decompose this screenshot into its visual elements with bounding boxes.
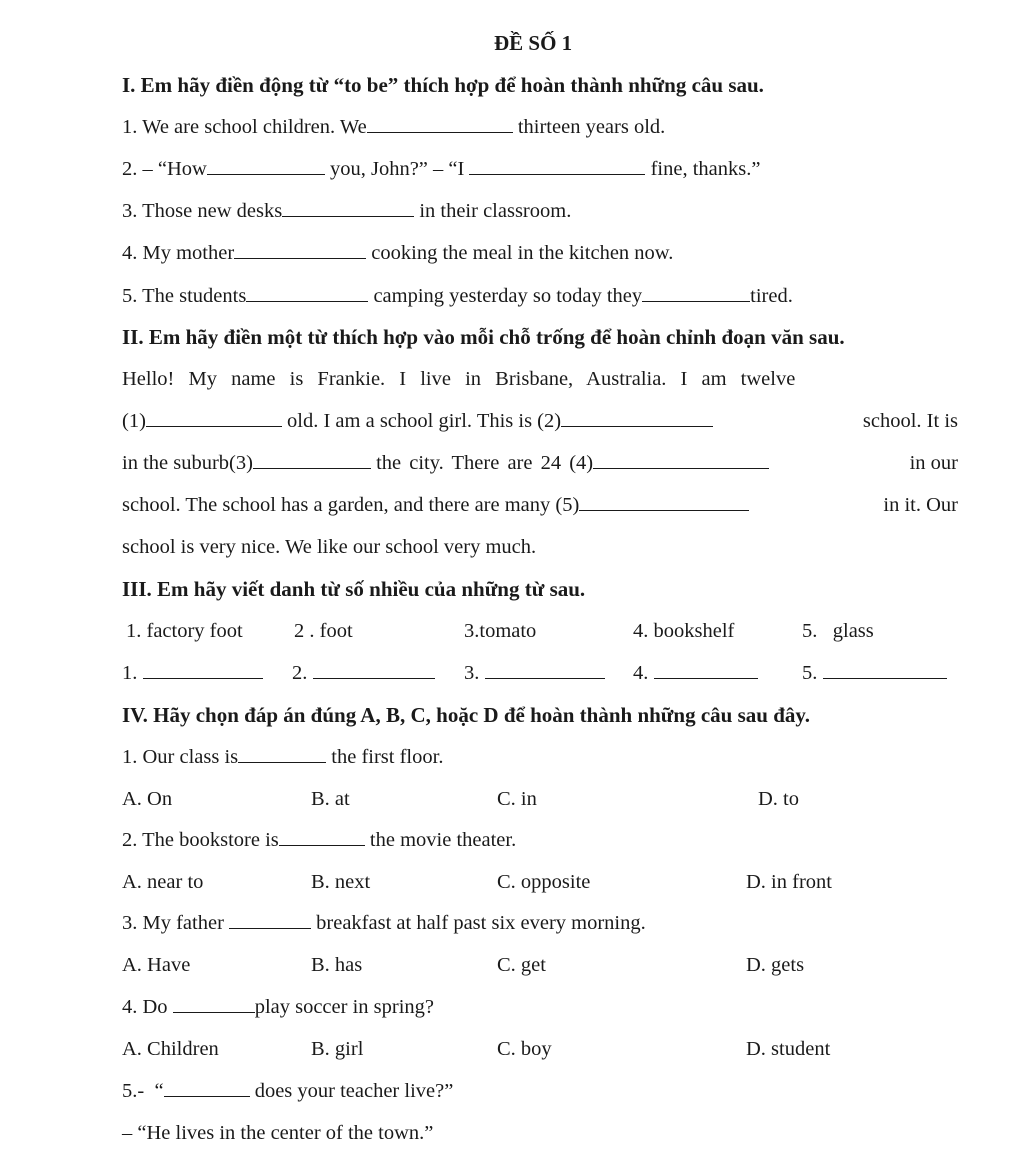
s2-blank-3[interactable] [253,451,371,469]
s2-l3-text-a: in the suburb(3) [122,452,253,474]
s4-q3-text-a: 3. My father [122,912,224,934]
s4-q2-option-a[interactable]: A. near to [122,871,204,893]
s2-l3-text-b: the city. There are 24 (4) [376,452,594,474]
s1-q2-text-b: you, John?” – “I [329,158,465,180]
s2-blank-2[interactable] [561,409,713,427]
s2-line-5: school is very nice. We like our school very much. [122,536,537,558]
s4-q3-option-b[interactable]: B. has [311,954,363,976]
s4-question-5 [122,1078,453,1104]
s4-q2-option-b[interactable]: B. next [311,871,371,893]
s1-q2-blank-1[interactable] [207,157,325,175]
s4-q4-text-b: play soccer in spring? [254,996,435,1018]
s2-line-2 [122,408,958,434]
s4-question-3 [122,910,646,936]
s1-question-1 [122,114,665,140]
s1-q3-blank[interactable] [282,199,414,217]
page-title: ĐỀ SỐ 1 [494,31,573,55]
s3-word-4: 4. bookshelf [633,620,735,642]
s1-q1-blank[interactable] [367,115,513,133]
s3-answer-4 [633,660,758,686]
s1-q5-blank-1[interactable] [246,284,368,302]
s4-q5-blank[interactable] [164,1079,250,1097]
s4-q5-reply: – “He lives in the center of the town.” [122,1122,434,1144]
s1-q5-text-a: 5. The students [122,285,247,307]
s1-q2-text-a: 2. – “How [122,158,207,180]
s4-q1-text-b: the first floor. [331,746,444,768]
s4-q4-blank[interactable] [173,995,255,1013]
s1-q3-text-a: 3. Those new desks [122,200,283,222]
s1-q4-blank[interactable] [234,241,366,259]
s4-q2-blank[interactable] [279,828,365,846]
s3-word-1: 1. factory foot [126,620,243,642]
s2-l1-text: Hello! My name is Frankie. I live in Brisbane, Australia. I am twelve [122,368,796,390]
section-1-heading: I. Em hãy điền động từ “to be” thích hợp để hoàn thành những câu sau. [122,73,764,97]
s4-q5-text-b: does your teacher live?” [254,1080,454,1102]
s1-q3-text-b: in their classroom. [419,200,572,222]
s4-q1-option-c[interactable]: C. in [497,788,537,810]
s3-answer-4-label: 4. [633,662,649,684]
s4-q3-text-b: breakfast at half past six every morning. [316,912,646,934]
s2-l2-text-b: old. I am a school girl. This is (2) [287,410,562,432]
s3-answer-5-blank[interactable] [823,661,947,679]
section-2-heading: II. Em hãy điền một từ thích hợp vào mỗi chỗ trống để hoàn chỉnh đoạn văn sau. [122,325,845,349]
s3-answer-1-blank[interactable] [143,661,263,679]
s2-blank-5[interactable] [579,493,749,511]
s3-word-2: 2 . foot [294,620,353,642]
section-4-heading: IV. Hãy chọn đáp án đúng A, B, C, hoặc D để hoàn thành những câu sau đây. [122,703,810,727]
s4-q4-option-a[interactable]: A. Children [122,1038,219,1060]
s4-question-4 [122,994,434,1020]
s3-answer-3 [464,660,605,686]
s4-q3-option-a[interactable]: A. Have [122,954,191,976]
s3-answer-2-label: 2. [292,662,308,684]
s1-q4-text-b: cooking the meal in the kitchen now. [371,242,674,264]
s3-answer-2 [292,660,435,686]
s3-answer-3-label: 3. [464,662,480,684]
s2-line-1 [122,366,958,392]
s2-l4-text-a: school. The school has a garden, and there are many (5) [122,494,580,516]
s2-line-4 [122,492,958,518]
s1-q5-blank-2[interactable] [642,284,750,302]
s4-q1-option-a[interactable]: A. On [122,788,173,810]
s1-question-3 [122,198,571,224]
s2-blank-1[interactable] [146,409,282,427]
s2-l2-text-c: school. It is [862,410,958,432]
s2-l4-text-b: in it. Our [883,494,958,516]
section-3-heading: III. Em hãy viết danh từ số nhiều của những từ sau. [122,577,586,601]
s1-q4-text-a: 4. My mother [122,242,235,264]
s4-q1-text-a: 1. Our class is [122,746,239,768]
s3-answer-3-blank[interactable] [485,661,605,679]
s4-q4-option-c[interactable]: C. boy [497,1038,552,1060]
s1-q2-blank-2[interactable] [469,157,645,175]
s1-q1-text-a: 1. We are school children. We [122,116,367,138]
s1-q1-text-b: thirteen years old. [517,116,666,138]
s1-question-5 [122,283,793,309]
s4-question-2 [122,827,516,853]
s4-q4-text-a: 4. Do [122,996,168,1018]
s2-l3-text-c: in our [909,452,958,474]
s3-answer-5-label: 5. [802,662,818,684]
s3-word-5: 5. glass [802,620,874,642]
s4-q4-option-b[interactable]: B. girl [311,1038,364,1060]
s2-blank-4[interactable] [593,451,769,469]
s3-word-3: 3.tomato [464,620,537,642]
s3-answer-1 [122,660,263,686]
s4-q1-option-b[interactable]: B. at [311,788,350,810]
s3-answer-5 [802,660,947,686]
s3-answer-1-label: 1. [122,662,138,684]
s4-q4-option-d[interactable]: D. student [746,1038,831,1060]
s2-line-3 [122,450,958,476]
s4-q5-text-a: 5.- “ [122,1080,164,1102]
s4-q3-option-c[interactable]: C. get [497,954,546,976]
s4-q3-option-d[interactable]: D. gets [746,954,805,976]
s4-q2-option-d[interactable]: D. in front [746,871,832,893]
s4-q1-blank[interactable] [238,745,326,763]
s4-q1-option-d[interactable]: D. to [758,788,799,810]
s4-q2-text-a: 2. The bookstore is [122,829,279,851]
s1-question-2 [122,156,760,182]
s4-q2-option-c[interactable]: C. opposite [497,871,591,893]
s1-q2-text-c: fine, thanks.” [650,158,761,180]
s4-question-1 [122,744,443,770]
s3-answer-2-blank[interactable] [313,661,435,679]
s1-q5-text-b: camping yesterday so today they [373,285,643,307]
s2-l2-text-a: (1) [122,410,146,432]
s4-q2-text-b: the movie theater. [369,829,517,851]
s4-q3-blank[interactable] [229,911,311,929]
s3-answer-4-blank[interactable] [654,661,758,679]
s1-question-4 [122,240,673,266]
s1-q5-text-c: tired. [750,285,793,307]
